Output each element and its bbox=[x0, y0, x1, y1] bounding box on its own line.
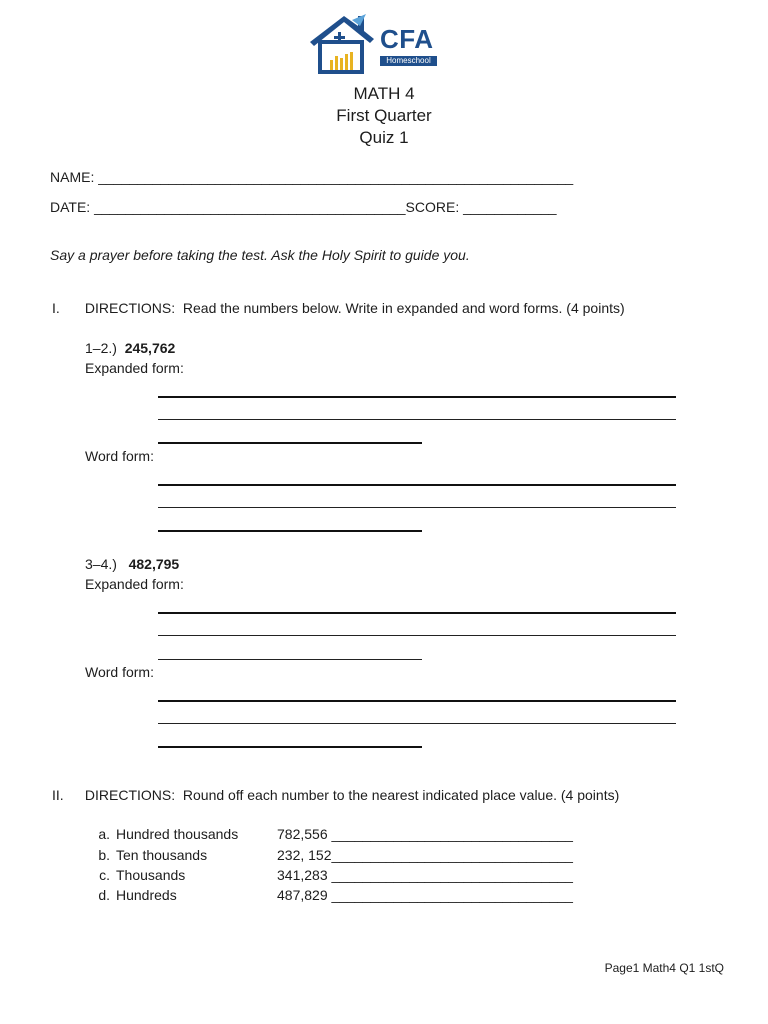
expanded-form-label: Expanded form: bbox=[85, 360, 184, 376]
answer-line[interactable] bbox=[158, 419, 676, 420]
section-1-numeral: I. bbox=[52, 300, 60, 316]
answer-line[interactable] bbox=[158, 612, 676, 614]
date-label: DATE: bbox=[50, 199, 91, 215]
name-label: NAME: bbox=[50, 169, 95, 185]
section-2-numeral: II. bbox=[52, 787, 64, 803]
item-label: 3–4.) bbox=[85, 556, 117, 572]
row-blank: _______________________________ bbox=[331, 826, 573, 842]
row-blank: _______________________________ bbox=[331, 847, 573, 863]
row-number: 487,829 bbox=[277, 887, 328, 903]
answer-line[interactable] bbox=[158, 530, 422, 532]
row-blank: _______________________________ bbox=[331, 887, 573, 903]
item-label: 1–2.) bbox=[85, 340, 117, 356]
rounding-row-a[interactable] bbox=[88, 824, 573, 844]
rounding-row-b[interactable] bbox=[88, 845, 573, 865]
answer-line[interactable] bbox=[158, 442, 422, 444]
row-place: Hundreds bbox=[116, 887, 177, 903]
row-number: 782,556 bbox=[277, 826, 328, 842]
section-2-directions-label: DIRECTIONS: bbox=[84, 787, 176, 803]
row-number: 232, 152 bbox=[277, 847, 332, 863]
row-blank: _______________________________ bbox=[331, 867, 573, 883]
answer-line[interactable] bbox=[158, 659, 422, 660]
section-1-directions bbox=[52, 299, 625, 317]
section-2-directions bbox=[52, 786, 619, 804]
row-place: Hundred thousands bbox=[116, 826, 239, 842]
name-blank: _____________________________________________________________ bbox=[98, 169, 574, 185]
row-place: Ten thousands bbox=[116, 847, 208, 863]
logo-sub: Homeschool bbox=[380, 56, 437, 66]
section-2-directions-text: Round off each number to the nearest indicated place value. (4 points) bbox=[182, 787, 620, 803]
row-letter: d. bbox=[98, 887, 110, 903]
quarter-title: First Quarter bbox=[336, 106, 432, 125]
answer-line[interactable] bbox=[158, 700, 676, 702]
item-number: 245,762 bbox=[124, 340, 176, 356]
row-letter: b. bbox=[98, 847, 110, 863]
answer-line[interactable] bbox=[158, 746, 422, 748]
row-place: Thousands bbox=[116, 867, 186, 883]
name-field[interactable] bbox=[50, 168, 573, 186]
item-3-4-heading bbox=[85, 555, 179, 573]
answer-line[interactable] bbox=[158, 507, 676, 508]
score-label: SCORE: bbox=[405, 199, 460, 215]
prayer-instruction: Say a prayer before taking the test. Ask the Holy Spirit to guide you. bbox=[50, 247, 470, 263]
word-form-label: Word form: bbox=[85, 448, 154, 464]
section-1-directions-text: Read the numbers below. Write in expanded and word forms. (4 points) bbox=[182, 300, 625, 316]
row-letter: c. bbox=[99, 867, 110, 883]
section-1-directions-label: DIRECTIONS: bbox=[84, 300, 176, 316]
answer-line[interactable] bbox=[158, 635, 676, 636]
row-letter: a. bbox=[98, 826, 110, 842]
answer-line[interactable] bbox=[158, 723, 676, 724]
answer-line[interactable] bbox=[158, 484, 676, 486]
item-1-2-heading bbox=[85, 339, 175, 357]
quiz-title: Quiz 1 bbox=[359, 128, 409, 147]
logo-brand: CFA bbox=[380, 24, 434, 54]
rounding-row-d[interactable] bbox=[88, 885, 573, 905]
row-number: 341,283 bbox=[277, 867, 328, 883]
item-number: 482,795 bbox=[128, 556, 180, 572]
date-blank: ________________________________________ bbox=[94, 199, 406, 215]
house-with-cross-and-chart-icon bbox=[308, 12, 378, 74]
page-footer: Page1 Math4 Q1 1stQ bbox=[604, 961, 724, 975]
word-form-label: Word form: bbox=[85, 664, 154, 680]
subject-title: MATH 4 bbox=[353, 84, 415, 103]
answer-line[interactable] bbox=[158, 396, 676, 398]
expanded-form-label: Expanded form: bbox=[85, 576, 184, 592]
rounding-row-c[interactable] bbox=[88, 865, 573, 885]
date-score-field[interactable] bbox=[50, 198, 557, 216]
score-blank: ____________ bbox=[463, 199, 557, 215]
